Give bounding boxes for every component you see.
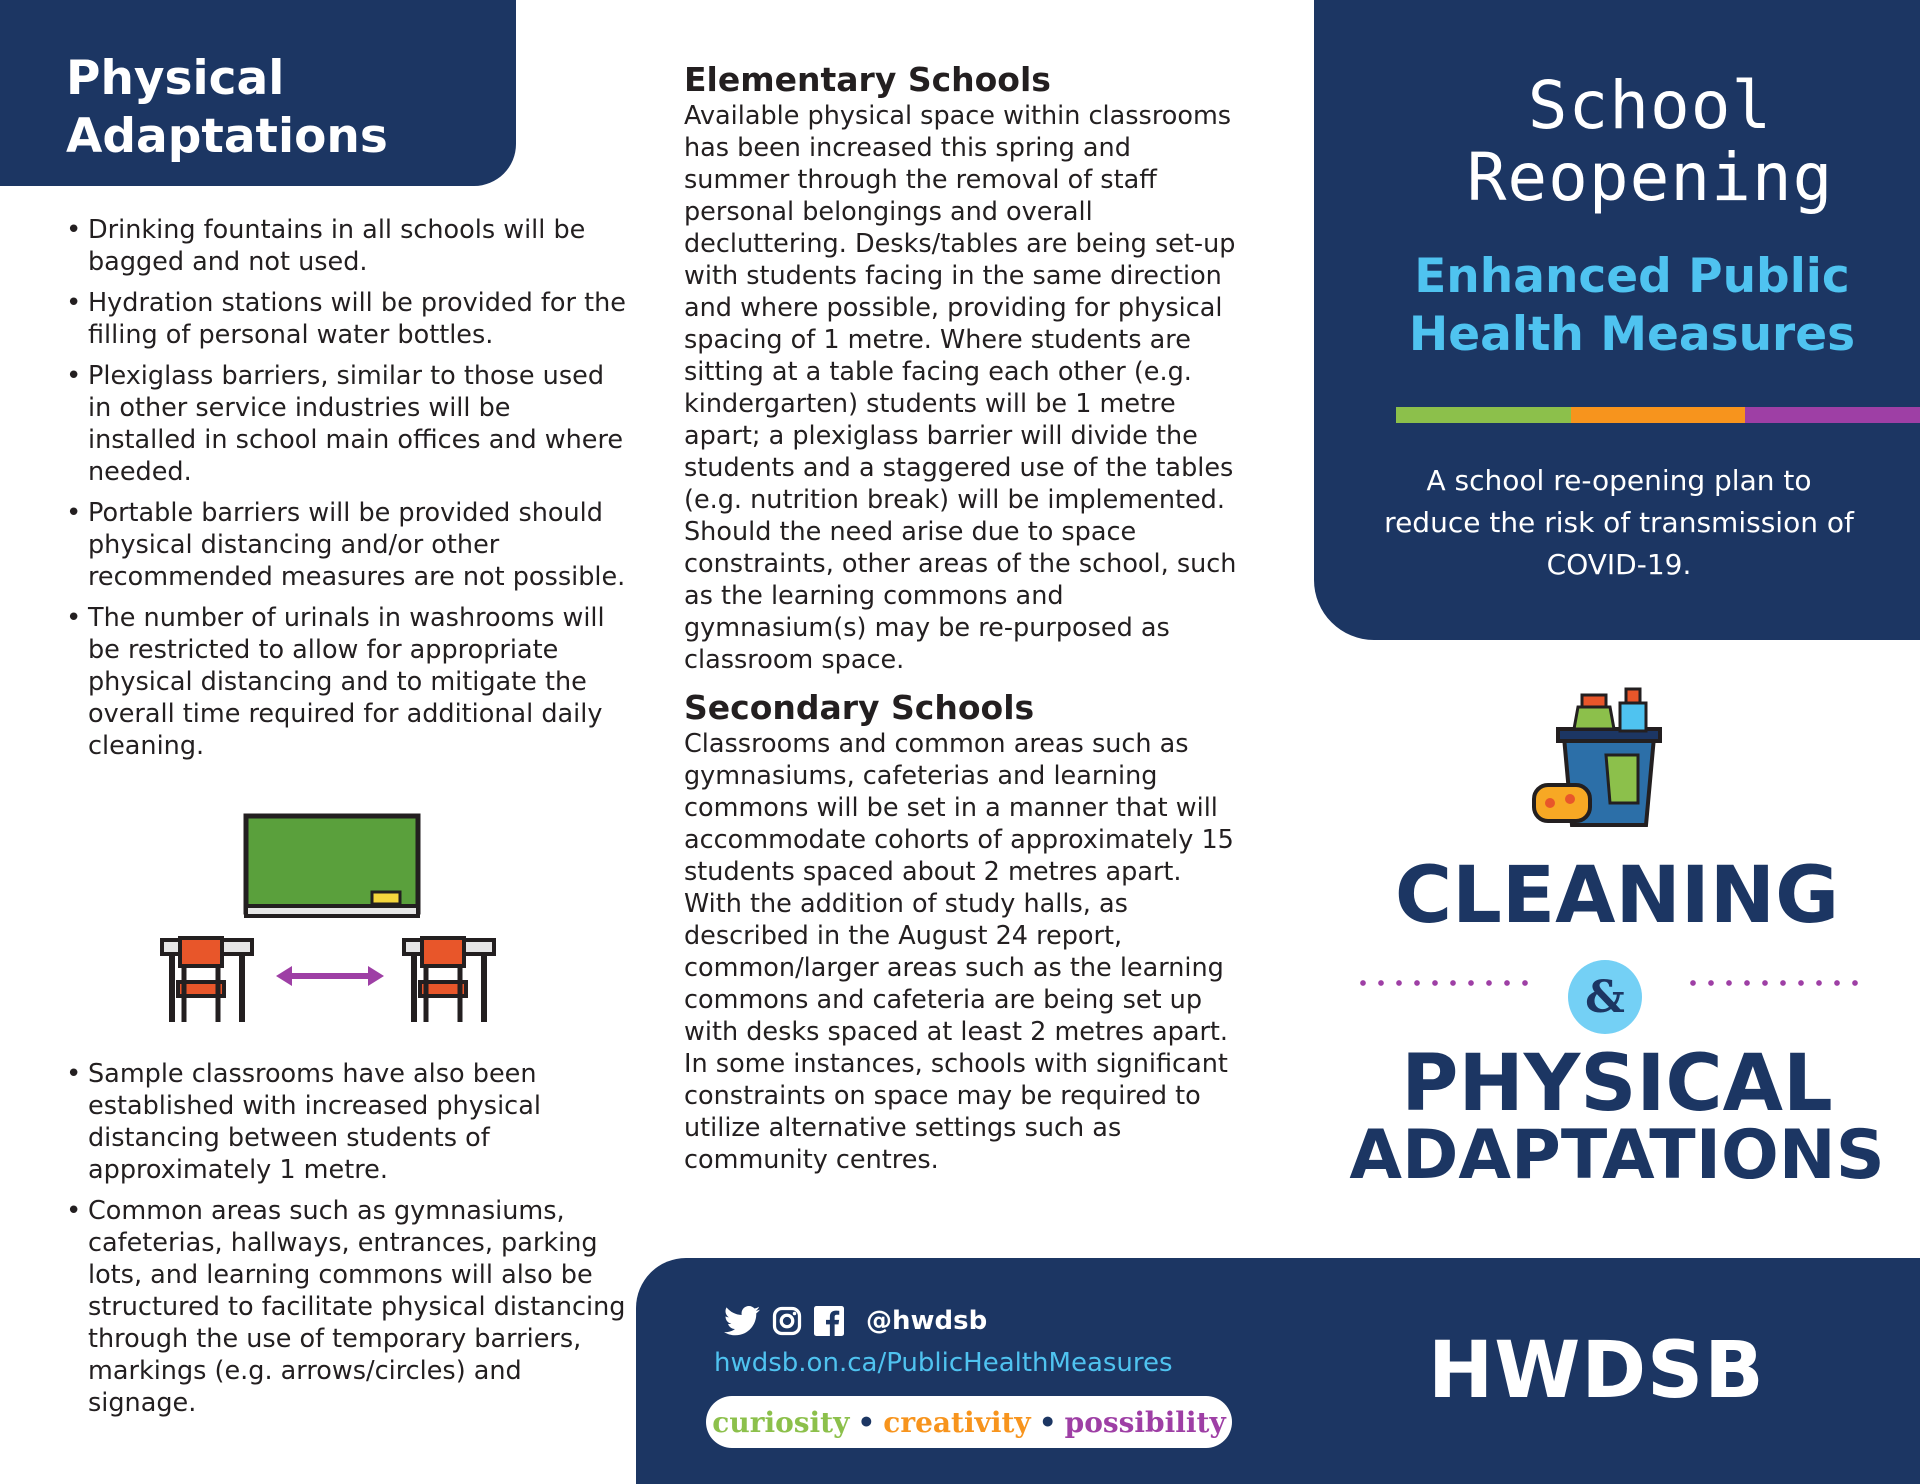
tagline-creativity: creativity	[883, 1405, 1031, 1439]
plan-description: A school re-opening plan to reduce the risk of transmission of COVID-19.	[1384, 464, 1854, 581]
elementary-heading: Elementary Schools	[684, 60, 1051, 99]
bullet-item: • Drinking fountains in all schools will be bagged and not used.	[66, 214, 626, 278]
physical-title: PHYSICAL	[1401, 1039, 1833, 1129]
section-header	[0, 0, 516, 186]
tagline-separator: •	[1038, 1405, 1057, 1439]
twitter-icon[interactable]	[724, 1306, 760, 1336]
stripe-orange	[1571, 407, 1746, 423]
stripe-purple	[1745, 407, 1920, 423]
tagline-possibility: possibility	[1064, 1405, 1226, 1439]
elementary-text: Available physical space within classrooms has been increased this spring and summer through the removal of staff personal belongings and overall decluttering. Desks/tables are being set-up with students facing in the same direction and where possible, providing for physical spacing of 1 metre. Where students are sitting at a table facing each other (e.g. kindergarten) students will be 1 metre apart; a plexiglass barrier will divide the students and a staggered use of the tables (e.g. nutrition break) will be implemented. Should the need arise due to space constraints, other areas of the school, such as the learning commons and gymnasium(s) may be re-purposed as classroom space.	[684, 101, 1237, 675]
color-stripe	[1396, 407, 1920, 423]
dotted-divider-right	[1684, 980, 1864, 986]
tagline-curiosity: curiosity	[712, 1405, 850, 1439]
secondary-text: Classrooms and common areas such as gymnasiums, cafeterias and learning commons will be set in a manner that will accommodate cohorts of approximately 15 students spaced about 2 metres apart. With the addition of study halls, as described in the August 24 report, common/larger areas such as the learning commons and cafeteria are being set up with desks spaced at least 2 metres apart. In some instances, schools with significant constraints on space may be required to utilize alternative settings such as community centres.	[684, 729, 1234, 1175]
facebook-icon[interactable]	[814, 1306, 844, 1336]
secondary-heading: Secondary Schools	[684, 688, 1035, 727]
section-title: Physical Adaptations	[66, 51, 388, 164]
middle-column	[684, 60, 1244, 1176]
bullet-item: • Sample classrooms have also been established with increased physical distancing between students of approximately 1 metre.	[66, 1058, 626, 1186]
bullet-item: • Portable barriers will be provided should physical distancing and/or other recommended measures are not possible.	[66, 497, 626, 593]
double-arrow-icon	[276, 966, 384, 986]
bullet-item: • The number of urinals in washrooms will be restricted to allow for appropriate physical distancing and to mitigate the overall time required for additional daily cleaning.	[66, 602, 626, 762]
desk-icon	[162, 938, 252, 1022]
bullet-item: • Hydration stations will be provided for the filling of personal water bottles.	[66, 287, 626, 351]
bullet-item: • Plexiglass barriers, similar to those used in other service industries will be installed in school main offices and where needed.	[66, 360, 626, 488]
adaptations-title: ADAPTATIONS	[1349, 1116, 1885, 1195]
ampersand-divider	[1354, 962, 1864, 1023]
cleaning-title: CLEANING	[1394, 851, 1840, 941]
dotted-divider-left	[1354, 980, 1534, 986]
website-link[interactable]: hwdsb.on.ca/PublicHealthMeasures	[714, 1348, 1173, 1378]
cover-panel	[1314, 0, 1920, 640]
desk-icon	[404, 938, 494, 1022]
instagram-icon[interactable]	[772, 1306, 802, 1336]
brand-logo: HWDSB	[1428, 1326, 1765, 1416]
cover-title: School Reopening	[1466, 67, 1834, 216]
social-handle[interactable]: @hwdsb	[866, 1306, 988, 1336]
bullet-list-bottom	[66, 1058, 626, 1428]
footer-band	[636, 1258, 1920, 1484]
stripe-green	[1396, 407, 1571, 423]
tagline-separator: •	[857, 1405, 876, 1439]
cover-subtitle: Enhanced Public Health Measures	[1408, 249, 1856, 362]
social-row	[724, 1306, 987, 1336]
ampersand-badge: &	[1568, 960, 1642, 1034]
classroom-distancing-illustration	[156, 810, 512, 1040]
bullet-item: • Common areas such as gymnasiums, cafeterias, hallways, entrances, parking lots, and learning commons will also be structured to facilitate physical distancing through the use of temporary barriers, markings (e.g. arrows/circles) and signage.	[66, 1195, 626, 1419]
bullet-list-top	[66, 214, 626, 771]
cleaning-supplies-icon	[1530, 685, 1670, 835]
tagline-pill	[706, 1396, 1232, 1448]
